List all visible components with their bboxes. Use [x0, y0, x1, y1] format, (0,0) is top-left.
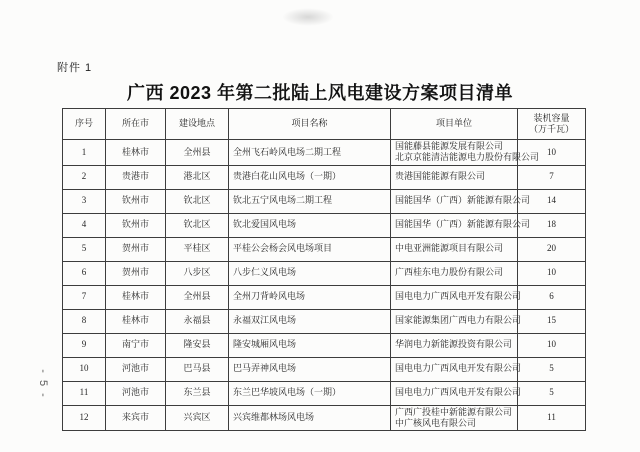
cell-project: 隆安城厢风电场 [229, 333, 391, 357]
cell-capacity: 5 [518, 357, 586, 381]
table-row [63, 140, 586, 166]
header-project: 项目名称 [229, 109, 391, 140]
cell-unit: 国能国华（广西）新能源有限公司 [391, 213, 518, 237]
cell-capacity: 10 [518, 261, 586, 285]
cell-unit: 国家能源集团广西电力有限公司 [391, 309, 518, 333]
header-location: 建设地点 [166, 109, 229, 140]
cell-city: 桂林市 [106, 285, 166, 309]
cell-capacity: 20 [518, 237, 586, 261]
cell-location: 港北区 [166, 165, 229, 189]
cell-location: 钦北区 [166, 213, 229, 237]
cell-location: 东兰县 [166, 381, 229, 405]
cell-unit: 广西广投桂中新能源有限公司 中广核风电有限公司 [391, 405, 518, 431]
cell-city: 南宁市 [106, 333, 166, 357]
cell-city: 桂林市 [106, 140, 166, 166]
table-row [63, 237, 586, 261]
cell-project: 平桂公会杨会风电场项目 [229, 237, 391, 261]
cell-no: 8 [63, 309, 106, 333]
cell-city: 钦州市 [106, 189, 166, 213]
cell-no: 3 [63, 189, 106, 213]
table-header [63, 109, 586, 140]
table-row [63, 165, 586, 189]
cell-city: 来宾市 [106, 405, 166, 431]
cell-project: 全州刀背岭风电场 [229, 285, 391, 309]
scan-smudge-artifact [282, 8, 334, 26]
cell-project: 钦北爱国风电场 [229, 213, 391, 237]
table-row [63, 213, 586, 237]
page-title: 广西 2023 年第二批陆上风电建设方案项目清单 [126, 83, 514, 103]
table-row [63, 189, 586, 213]
cell-no: 11 [63, 381, 106, 405]
cell-city: 贺州市 [106, 261, 166, 285]
cell-city: 河池市 [106, 357, 166, 381]
cell-unit: 华润电力新能源投资有限公司 [391, 333, 518, 357]
table-row [63, 405, 586, 431]
header-city: 所在市 [106, 109, 166, 140]
table-row [63, 333, 586, 357]
cell-unit: 国电电力广西风电开发有限公司 [391, 381, 518, 405]
cell-unit: 国电电力广西风电开发有限公司 [391, 357, 518, 381]
cell-location: 巴马县 [166, 357, 229, 381]
cell-no: 7 [63, 285, 106, 309]
cell-capacity: 6 [518, 285, 586, 309]
table-header-row [63, 109, 586, 140]
table-row [63, 381, 586, 405]
cell-location: 钦北区 [166, 189, 229, 213]
page-number: - 5 - [36, 369, 49, 399]
cell-no: 5 [63, 237, 106, 261]
cell-capacity: 7 [518, 165, 586, 189]
attachment-label: 附件 1 [57, 62, 93, 74]
cell-no: 2 [63, 165, 106, 189]
cell-city: 贵港市 [106, 165, 166, 189]
cell-unit: 国能国华（广西）新能源有限公司 [391, 189, 518, 213]
project-table-body [63, 140, 586, 431]
cell-project: 兴宾维都林场风电场 [229, 405, 391, 431]
cell-unit: 国电电力广西风电开发有限公司 [391, 285, 518, 309]
cell-unit: 中电亚洲能源项目有限公司 [391, 237, 518, 261]
cell-city: 贺州市 [106, 237, 166, 261]
cell-capacity: 5 [518, 381, 586, 405]
table-row [63, 357, 586, 381]
cell-no: 1 [63, 140, 106, 166]
cell-no: 9 [63, 333, 106, 357]
cell-project: 全州飞石岭风电场二期工程 [229, 140, 391, 166]
cell-project: 贵港白花山风电场（一期） [229, 165, 391, 189]
cell-city: 钦州市 [106, 213, 166, 237]
cell-city: 桂林市 [106, 309, 166, 333]
table-row [63, 309, 586, 333]
cell-unit: 广西桂东电力股份有限公司 [391, 261, 518, 285]
table-row [63, 285, 586, 309]
cell-project: 八步仁义风电场 [229, 261, 391, 285]
cell-no: 10 [63, 357, 106, 381]
cell-unit: 国能藤县能源发展有限公司 北京京能清洁能源电力股份有限公司 [391, 140, 518, 166]
cell-no: 6 [63, 261, 106, 285]
cell-project: 永福双江风电场 [229, 309, 391, 333]
cell-location: 兴宾区 [166, 405, 229, 431]
header-no: 序号 [63, 109, 106, 140]
cell-capacity: 15 [518, 309, 586, 333]
cell-location: 全州县 [166, 285, 229, 309]
cell-project: 钦北五宁风电场二期工程 [229, 189, 391, 213]
header-capacity-line1: 装机容量 [533, 112, 570, 123]
cell-project: 巴马弄神风电场 [229, 357, 391, 381]
cell-project: 东兰巴华坡风电场（一期） [229, 381, 391, 405]
project-table [62, 108, 586, 431]
cell-capacity: 10 [518, 333, 586, 357]
cell-capacity: 18 [518, 213, 586, 237]
cell-capacity: 10 [518, 140, 586, 166]
cell-location: 全州县 [166, 140, 229, 166]
header-capacity-line2: （万千瓦） [528, 124, 574, 134]
cell-location: 隆安县 [166, 333, 229, 357]
cell-capacity: 14 [518, 189, 586, 213]
cell-unit: 贵港国能能源有限公司 [391, 165, 518, 189]
cell-location: 永福县 [166, 309, 229, 333]
cell-no: 4 [63, 213, 106, 237]
cell-capacity: 11 [518, 405, 586, 431]
cell-city: 河池市 [106, 381, 166, 405]
cell-location: 八步区 [166, 261, 229, 285]
header-unit: 项目单位 [391, 109, 518, 140]
cell-no: 12 [63, 405, 106, 431]
cell-location: 平桂区 [166, 237, 229, 261]
header-capacity [518, 109, 586, 140]
table-row [63, 261, 586, 285]
